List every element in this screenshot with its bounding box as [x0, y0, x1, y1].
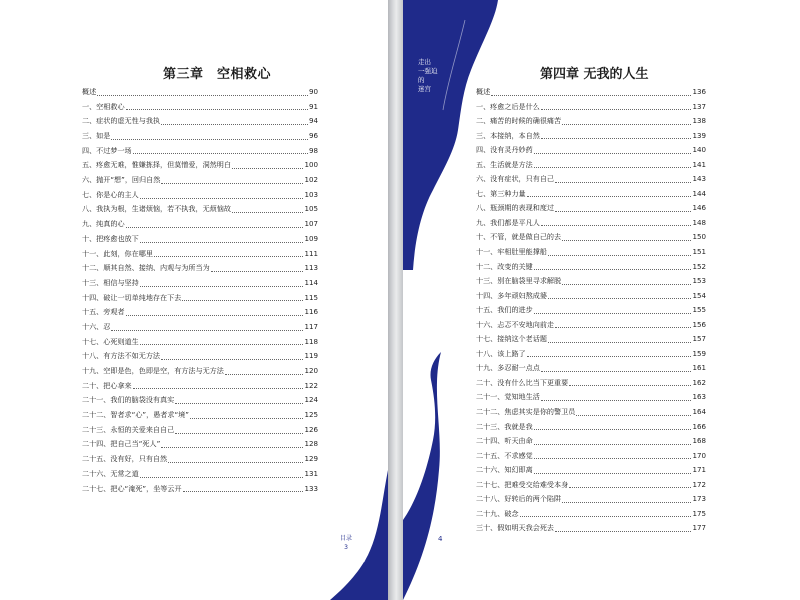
dot-leader — [534, 167, 692, 168]
toc-entry-page: 113 — [304, 263, 318, 273]
dot-leader — [140, 477, 304, 478]
toc-entry-title: 二十五、不求感觉 — [476, 450, 533, 460]
dot-leader — [140, 286, 304, 287]
toc-entry-title: 二十二、智者求“心”，愚者求“境” — [82, 410, 189, 420]
toc-entry-page: 111 — [304, 248, 318, 258]
toc-entry-page: 146 — [692, 203, 706, 213]
toc-entry-title: 二十四、听天由命 — [476, 436, 533, 446]
toc-entry — [82, 482, 318, 497]
dot-leader — [182, 300, 303, 301]
chapter-title: 第四章 无我的人生 — [540, 67, 649, 82]
toc-entry-page: 91 — [308, 101, 318, 111]
dot-leader — [534, 269, 692, 270]
toc-entry-title: 六、没有症状，只有自己 — [476, 174, 555, 184]
dot-leader — [126, 109, 308, 110]
toc-entry-title: 二十七、把难受交给难受本身 — [476, 479, 569, 489]
toc-entry-title: 十七、心死则道生 — [82, 336, 139, 346]
toc-entry-title: 十二、改变的关键 — [476, 261, 533, 271]
toc-entry — [476, 274, 706, 289]
dot-leader — [569, 385, 691, 386]
toc-entry-title: 四、不过梦一场 — [82, 145, 132, 155]
toc-entry-page: 115 — [304, 292, 318, 302]
toc-entry-title: 十八、该上路了 — [476, 348, 526, 358]
left-page — [0, 0, 388, 600]
toc-entry-page: 133 — [304, 483, 318, 493]
toc-entry-page: 143 — [692, 174, 706, 184]
dot-leader — [562, 240, 691, 241]
toc-entry-title: 十六、忍 — [82, 321, 111, 331]
toc-entry-page: 155 — [692, 305, 706, 315]
toc-entry-title: 六、抛开“想”，回归自然 — [82, 175, 161, 185]
toc-entry — [82, 291, 318, 306]
toc-entry-page: 173 — [692, 494, 706, 504]
dot-leader — [168, 462, 303, 463]
toc-entry-title: 八、瓶颈期的表现和度过 — [476, 203, 555, 213]
dot-leader — [126, 315, 304, 316]
toc-entry-page: 162 — [692, 377, 706, 387]
toc-entry — [82, 247, 318, 262]
toc-entry — [476, 100, 706, 115]
toc-entry — [476, 332, 706, 347]
toc-entry-title: 二十八、好转后的两个陷阱 — [476, 494, 562, 504]
toc-entry — [476, 449, 706, 464]
toc-entry-page: 125 — [304, 410, 318, 420]
toc-entry — [82, 261, 318, 276]
toc-entry-page: 163 — [692, 392, 706, 402]
dot-leader — [534, 444, 692, 445]
toc-entry — [82, 158, 318, 173]
toc-entry-title: 二十、把心拿来 — [82, 380, 132, 390]
dot-leader — [133, 153, 308, 154]
dot-leader — [491, 95, 691, 96]
footer-label: 目录 3 — [339, 535, 359, 551]
toc-entry — [82, 320, 318, 335]
toc-entry-title: 七、第三种力量 — [476, 188, 526, 198]
toc-entry-page: 140 — [692, 145, 706, 155]
toc-entry-title: 二十七、把心“淹死”，坐等云开 — [82, 483, 182, 493]
dot-leader — [534, 153, 692, 154]
toc-entry — [476, 521, 706, 536]
toc-entry — [82, 203, 318, 218]
dot-leader — [534, 473, 692, 474]
toc-entry — [82, 85, 318, 100]
toc-entry-page: 116 — [304, 307, 318, 317]
dot-leader — [175, 403, 303, 404]
toc-entry — [82, 452, 318, 467]
toc-entry-title: 二、痛苦的时候的确很痛苦 — [476, 116, 562, 126]
toc-entry-page: 120 — [304, 366, 318, 376]
toc-entry-page: 118 — [304, 336, 318, 346]
toc-entry-page: 177 — [692, 523, 706, 533]
dot-leader — [183, 491, 304, 492]
dot-leader — [562, 502, 691, 503]
toc-entry-title: 十八、有方法不如无方法 — [82, 351, 161, 361]
toc-entry-page: 124 — [304, 395, 318, 405]
table-of-contents — [82, 85, 318, 496]
dot-leader — [555, 182, 691, 183]
toc-entry-page: 129 — [304, 454, 318, 464]
toc-entry-page: 168 — [692, 436, 706, 446]
toc-entry-page: 150 — [692, 232, 706, 242]
toc-entry — [476, 361, 706, 376]
dot-leader — [190, 418, 304, 419]
toc-entry — [82, 100, 318, 115]
toc-entry-page: 122 — [304, 380, 318, 390]
toc-entry-page: 175 — [692, 508, 706, 518]
toc-entry — [476, 405, 706, 420]
toc-entry-title: 二十四、把自己当“死人” — [82, 439, 161, 449]
toc-entry-page: 136 — [692, 87, 706, 96]
dot-leader — [140, 344, 304, 345]
toc-entry-page: 152 — [692, 261, 706, 271]
toc-entry-page: 141 — [692, 159, 706, 169]
toc-entry-page: 161 — [692, 363, 706, 373]
toc-entry-page: 128 — [304, 439, 318, 449]
toc-entry-title: 二十二、焦虑其实是你的警卫员 — [476, 407, 576, 417]
toc-entry — [476, 492, 706, 507]
dot-leader — [232, 168, 303, 169]
toc-entry-title: 二十一、觉知地生活 — [476, 392, 540, 402]
dot-leader — [576, 415, 691, 416]
toc-entry-page: 154 — [692, 290, 706, 300]
toc-entry — [476, 420, 706, 435]
dot-leader — [520, 516, 692, 517]
toc-entry-title: 十九、空即是色，色即是空，有方法与无方法 — [82, 366, 224, 376]
toc-entry — [476, 390, 706, 405]
toc-entry — [476, 143, 706, 158]
dot-leader — [534, 429, 692, 430]
page-number: 4 — [438, 535, 443, 543]
toc-entry — [82, 173, 318, 188]
toc-entry — [82, 364, 318, 379]
toc-entry-title: 二十一、我们的脑袋没有真实 — [82, 395, 175, 405]
banner-title: 走出 一强迫 的 迷宫 — [418, 58, 438, 93]
toc-entry-page: 100 — [304, 160, 318, 170]
toc-entry-title: 十、把疼愈也放下 — [82, 233, 139, 243]
toc-entry-title: 五、生活就是方法 — [476, 159, 533, 169]
dot-leader — [569, 487, 691, 488]
dot-leader — [111, 139, 308, 140]
toc-entry — [476, 129, 706, 144]
toc-entry-page: 137 — [692, 101, 706, 111]
toc-entry — [476, 289, 706, 304]
toc-entry-page: 103 — [304, 189, 318, 199]
toc-entry — [476, 376, 706, 391]
toc-entry — [476, 158, 706, 173]
toc-entry — [476, 172, 706, 187]
toc-entry-page: 151 — [692, 247, 706, 257]
toc-entry-page: 131 — [304, 468, 318, 478]
toc-entry-page: 138 — [692, 116, 706, 126]
toc-entry — [82, 408, 318, 423]
toc-entry-page: 170 — [692, 450, 706, 460]
toc-entry-page: 126 — [304, 424, 318, 434]
dot-leader — [140, 242, 304, 243]
toc-entry-page: 114 — [304, 277, 318, 287]
toc-entry-page: 156 — [692, 319, 706, 329]
toc-entry-title: 十三、相信与坚持 — [82, 277, 139, 287]
toc-entry-page: 166 — [692, 421, 706, 431]
toc-entry-title: 十六、忐忑不安地向前走 — [476, 319, 555, 329]
toc-entry-page: 96 — [308, 131, 318, 141]
toc-entry-page: 153 — [692, 276, 706, 286]
toc-entry-page: 171 — [692, 465, 706, 475]
toc-entry — [82, 438, 318, 453]
toc-entry-title: 十五、旁观者 — [82, 307, 125, 317]
toc-entry-page: 139 — [692, 130, 706, 140]
toc-entry-title: 八、我执为根，生诸烦恼，若不执我，无烦恼故 — [82, 204, 231, 214]
toc-entry-page: 144 — [692, 188, 706, 198]
toc-entry-page: 107 — [304, 219, 318, 229]
toc-entry-title: 概述 — [82, 86, 97, 96]
toc-entry-title: 九、我们都是平凡人 — [476, 217, 540, 227]
toc-entry-title: 一、疼愈之后是什么 — [476, 101, 540, 111]
dot-leader — [175, 433, 303, 434]
dot-leader — [534, 313, 692, 314]
dot-leader — [541, 225, 692, 226]
toc-entry-page: 109 — [304, 233, 318, 243]
toc-entry-page: 94 — [308, 116, 318, 126]
dot-leader — [562, 124, 691, 125]
toc-entry — [82, 232, 318, 247]
toc-entry-title: 一、空相救心 — [82, 101, 125, 111]
toc-entry-title: 三、如是 — [82, 131, 111, 141]
toc-entry-page: 148 — [692, 217, 706, 227]
dot-leader — [527, 356, 692, 357]
dot-leader — [534, 458, 692, 459]
toc-entry — [82, 335, 318, 350]
toc-entry-title: 十九、多忍耐一点点 — [476, 363, 540, 373]
dot-leader — [140, 198, 304, 199]
toc-entry — [476, 463, 706, 478]
chapter-title: 第三章 空相救心 — [163, 67, 272, 82]
toc-entry — [82, 217, 318, 232]
toc-entry — [82, 349, 318, 364]
toc-entry — [476, 216, 706, 231]
dot-leader — [548, 342, 692, 343]
toc-entry — [82, 423, 318, 438]
toc-entry — [476, 478, 706, 493]
toc-entry-title: 十一、牢相肚里能撑船 — [476, 247, 547, 257]
toc-entry-title: 二十三、永恒的关爱来自自己 — [82, 424, 175, 434]
toc-entry — [476, 507, 706, 522]
dot-leader — [562, 284, 691, 285]
toc-entry — [476, 85, 706, 100]
dot-leader — [555, 327, 691, 328]
dot-leader — [97, 95, 308, 96]
dot-leader — [555, 211, 691, 212]
toc-entry-title: 十三、别在脑袋里寻求解脱 — [476, 276, 562, 286]
dot-leader — [555, 531, 691, 532]
toc-entry — [476, 201, 706, 216]
dot-leader — [133, 388, 304, 389]
toc-entry — [476, 434, 706, 449]
toc-entry-page: 157 — [692, 334, 706, 344]
toc-entry-title: 九、纯真的心 — [82, 219, 125, 229]
toc-entry-title: 十七、接纳这个老话题 — [476, 334, 547, 344]
toc-entry — [82, 114, 318, 129]
dot-leader — [161, 124, 308, 125]
toc-entry-title: 二十九、破念 — [476, 508, 519, 518]
toc-entry — [476, 245, 706, 260]
table-of-contents — [476, 85, 706, 536]
dot-leader — [541, 109, 692, 110]
toc-entry-page: 164 — [692, 407, 706, 417]
toc-entry — [476, 347, 706, 362]
toc-entry — [82, 393, 318, 408]
toc-entry — [82, 144, 318, 159]
toc-entry — [82, 379, 318, 394]
toc-entry-page: 172 — [692, 479, 706, 489]
toc-entry — [476, 187, 706, 202]
toc-entry-title: 二十六、无常之道 — [82, 468, 139, 478]
dot-leader — [232, 212, 303, 213]
toc-entry — [82, 188, 318, 203]
dot-leader — [161, 447, 303, 448]
dot-leader — [541, 138, 692, 139]
dot-leader — [225, 374, 304, 375]
dot-leader — [161, 183, 303, 184]
toc-entry-page: 119 — [304, 351, 318, 361]
toc-entry-title: 二十三、我就是我 — [476, 421, 533, 431]
dot-leader — [161, 359, 303, 360]
toc-entry-title: 十、不管，就是做自己的去 — [476, 232, 562, 242]
toc-entry-title: 二十五、没有好，只有自然 — [82, 454, 168, 464]
toc-entry-title: 三、本接纳，本自然 — [476, 130, 540, 140]
dot-leader — [211, 271, 304, 272]
toc-entry-title: 五、疼愈无难，惟嫌拣择，但莫憎爱，洞然明白 — [82, 160, 231, 170]
toc-entry-page: 98 — [308, 145, 318, 155]
toc-entry — [82, 276, 318, 291]
dot-leader — [548, 255, 692, 256]
toc-entry-page: 117 — [304, 321, 318, 331]
dot-leader — [111, 330, 303, 331]
toc-entry-page: 102 — [304, 175, 318, 185]
toc-entry-page: 159 — [692, 348, 706, 358]
toc-entry — [82, 305, 318, 320]
toc-entry — [476, 260, 706, 275]
toc-entry-title: 二十六、知幻即离 — [476, 465, 533, 475]
toc-entry — [82, 467, 318, 482]
toc-entry-title: 十二、顺其自然、接纳、内观与为所当为 — [82, 263, 210, 273]
toc-entry-title: 十四、多年顽妇熬成婆 — [476, 290, 547, 300]
toc-entry-title: 十一、此刻，你在哪里 — [82, 248, 153, 258]
dot-leader — [541, 371, 692, 372]
dot-leader — [126, 227, 304, 228]
toc-entry-page: 90 — [308, 86, 318, 96]
toc-entry — [82, 129, 318, 144]
toc-entry-title: 二、症状的虚无性与我执 — [82, 116, 161, 126]
toc-entry — [476, 318, 706, 333]
toc-entry-title: 三十、假如明天我会死去 — [476, 523, 555, 533]
dot-leader — [154, 256, 304, 257]
toc-entry-title: 概述 — [476, 87, 491, 96]
toc-entry-title: 四、没有灵丹妙药 — [476, 145, 533, 155]
toc-entry-title: 七、你是心的主人 — [82, 189, 139, 199]
toc-entry-title: 十五、我们的进步 — [476, 305, 533, 315]
toc-entry-title: 十四、破让一切单纯地存在下去 — [82, 292, 182, 302]
dot-leader — [527, 196, 692, 197]
toc-entry — [476, 303, 706, 318]
book-spine — [388, 0, 403, 600]
toc-entry — [476, 114, 706, 129]
dot-leader — [548, 298, 692, 299]
toc-entry-title: 二十、没有什么比当下更重要 — [476, 377, 569, 387]
toc-entry — [476, 230, 706, 245]
toc-entry-page: 105 — [304, 204, 318, 214]
dot-leader — [541, 400, 692, 401]
